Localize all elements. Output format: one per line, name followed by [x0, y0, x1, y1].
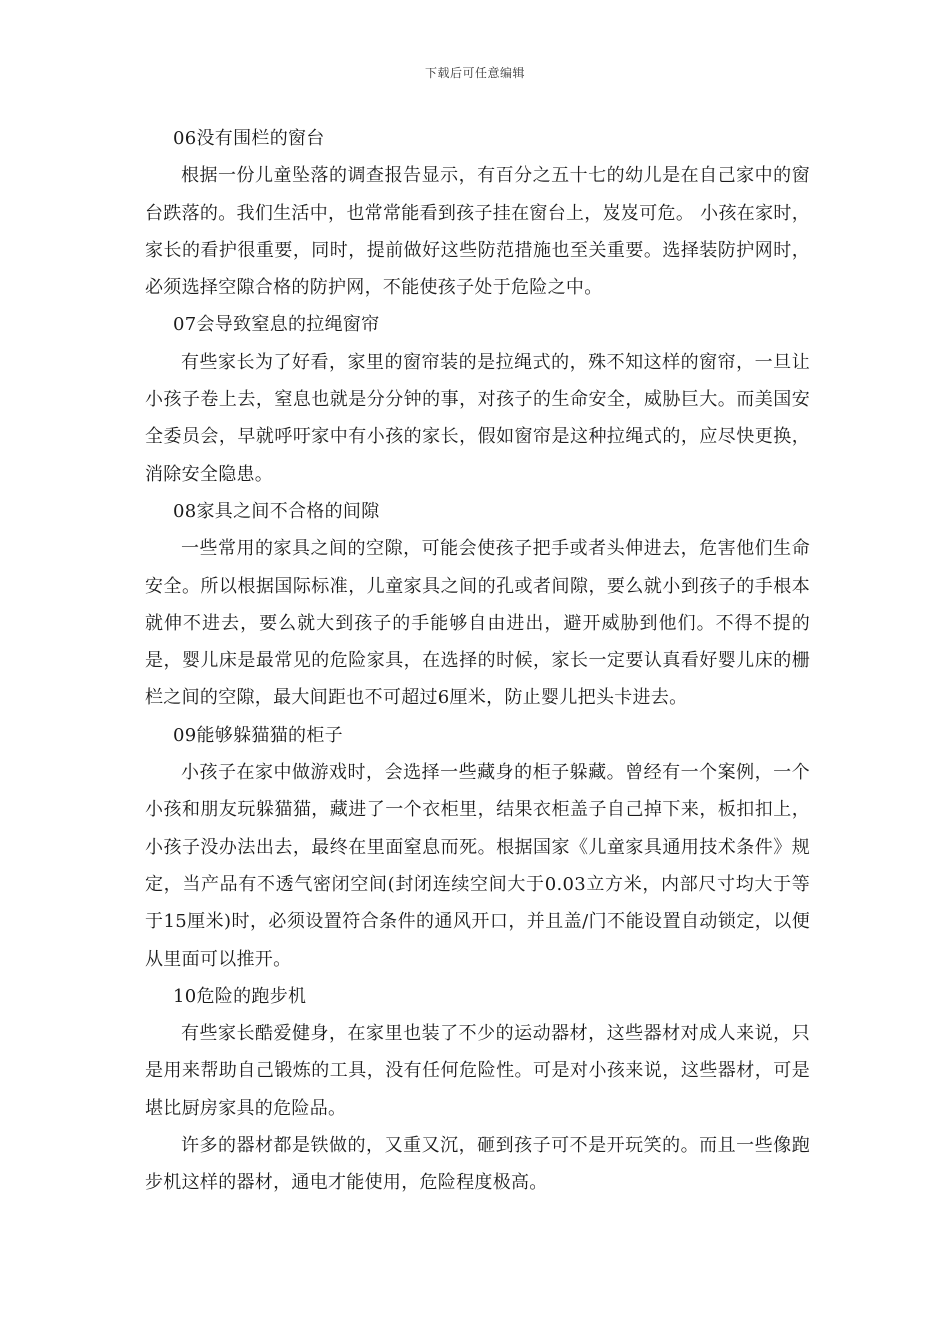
section-paragraph: 一些常用的家具之间的空隙，可能会使孩子把手或者头伸进去，危害他们生命安全。所以根据国际标准，儿童家具之间的孔或者间隙，要么就小到孩子的手根本就伸不进去，要么就大到孩子的手能够自由进出，避开威胁到他们。不得不提的是，婴儿床是最常见的危险家具，在选择的时候，家长一定要认真看好婴儿床的栅栏之间的空隙，最大间距也不可超过6厘米，防止婴儿把头卡进去。	[145, 538, 810, 709]
section-heading: 06没有围栏的窗台	[173, 128, 325, 149]
section-heading: 07会导致窒息的拉绳窗帘	[173, 314, 380, 336]
section-paragraph: 许多的器材都是铁做的，又重又沉，砸到孩子可不是开玩笑的。而且一些像跑步机这样的器材，通电才能使用，危险程度极高。	[145, 1135, 810, 1194]
section-paragraph: 有些家长酷爱健身，在家里也装了不少的运动器材，这些器材对成人来说，只是用来帮助自己锻炼的工具，没有任何危险性。可是对小孩来说，这些器材，可是堪比厨房家具的危险品。	[145, 1023, 810, 1119]
section-paragraph: 有些家长为了好看，家里的窗帘装的是拉绳式的，殊不知这样的窗帘，一旦让小孩子卷上去，窒息也就是分分钟的事，对孩子的生命安全，威胁巨大。而美国安全委员会，早就呼吁家中有小孩的家长，假如窗帘是这种拉绳式的，应尽快更换，消除安全隐患。	[145, 351, 810, 485]
section-paragraph: 小孩子在家中做游戏时，会选择一些藏身的柜子躲藏。曾经有一个案例，一个小孩和朋友玩躲猫猫，藏进了一个衣柜里，结果衣柜盖子自己掉下来，板扣扣上，小孩子没办法出去，最终在里面窒息而死。根据国家《儿童家具通用技术条件》规定，当产品有不透气密闭空间(封闭连续空间大于0.03立方米，内部尺寸均大于等于15厘米)时，必须设置符合条件的通风开口，并且盖/门不能设置自动锁定，以便从里面可以推开。	[145, 762, 810, 970]
document-body	[145, 120, 810, 1202]
section-heading: 09能够躲猫猫的柜子	[173, 724, 343, 746]
page-header: 下载后可任意编辑	[424, 66, 525, 80]
section-paragraph: 根据一份儿童坠落的调查报告显示，有百分之五十七的幼儿是在自己家中的窗台跌落的。我们生活中，也常常能看到孩子挂在窗台上，岌岌可危。 小孩在家时，家长的看护很重要，同时，提前做好这些防范措施也至关重要。选择装防护网时，必须选择空隙合格的防护网，不能使孩子处于危险之中。	[145, 165, 810, 299]
section-heading: 08家具之间不合格的间隙	[173, 500, 380, 522]
section-heading: 10危险的跑步机	[173, 985, 307, 1007]
